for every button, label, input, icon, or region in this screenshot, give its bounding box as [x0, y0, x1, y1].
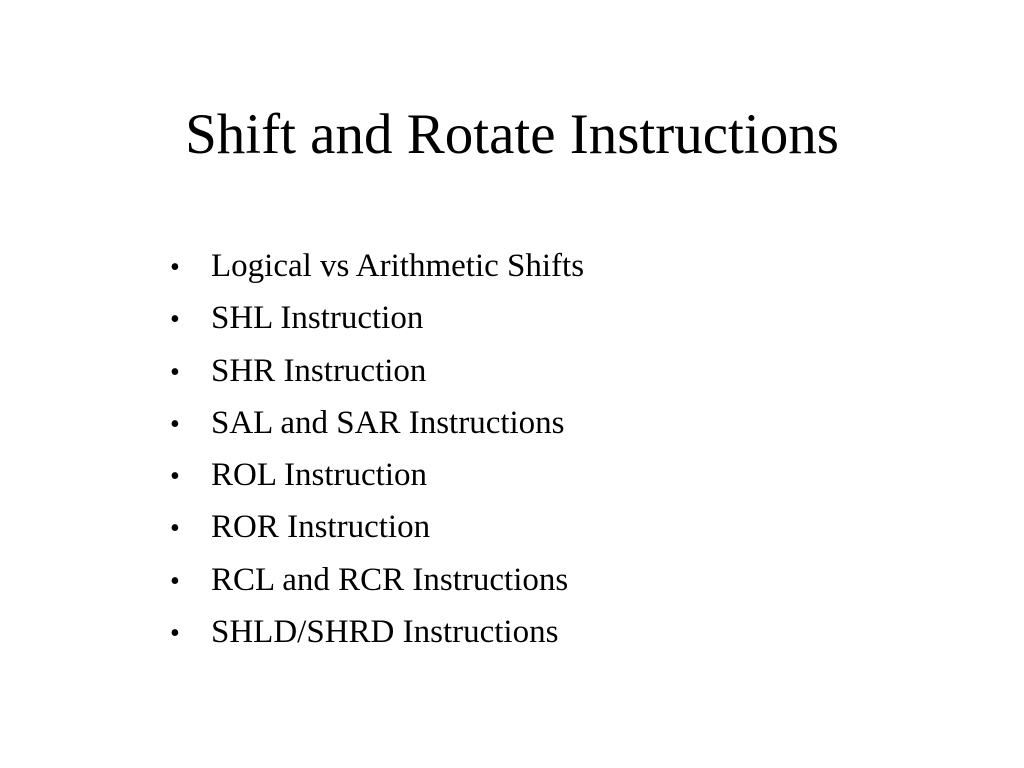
bullet-text: SHL Instruction: [211, 300, 424, 337]
bullet-item: [170, 606, 584, 658]
bullet-item: [170, 554, 584, 606]
bullet-item: [170, 292, 584, 344]
bullet-icon: •: [170, 565, 180, 597]
bullet-text: ROL Instruction: [211, 457, 427, 494]
bullet-text: SAL and SAR Instructions: [211, 404, 565, 441]
bullet-text: RCL and RCR Instructions: [211, 561, 569, 598]
bullet-text: Logical vs Arithmetic Shifts: [211, 248, 585, 284]
bullet-text: SHLD/SHRD Instructions: [211, 614, 559, 651]
bullet-icon: •: [170, 408, 180, 440]
bullet-icon: •: [170, 461, 180, 493]
slide-title: Shift and Rotate Instructions: [185, 103, 839, 166]
bullet-item: [170, 501, 584, 553]
bullet-item: [170, 345, 584, 397]
bullet-icon: •: [170, 513, 180, 545]
bullet-text: SHR Instruction: [211, 352, 427, 389]
bullet-list: [170, 240, 584, 658]
bullet-item: [170, 240, 584, 292]
bullet-text: ROR Instruction: [211, 509, 431, 546]
bullet-item: [170, 397, 584, 449]
bullet-icon: •: [170, 618, 180, 650]
bullet-icon: •: [170, 304, 180, 336]
bullet-icon: •: [170, 252, 180, 283]
bullet-icon: •: [170, 356, 180, 388]
bullet-item: [170, 449, 584, 501]
